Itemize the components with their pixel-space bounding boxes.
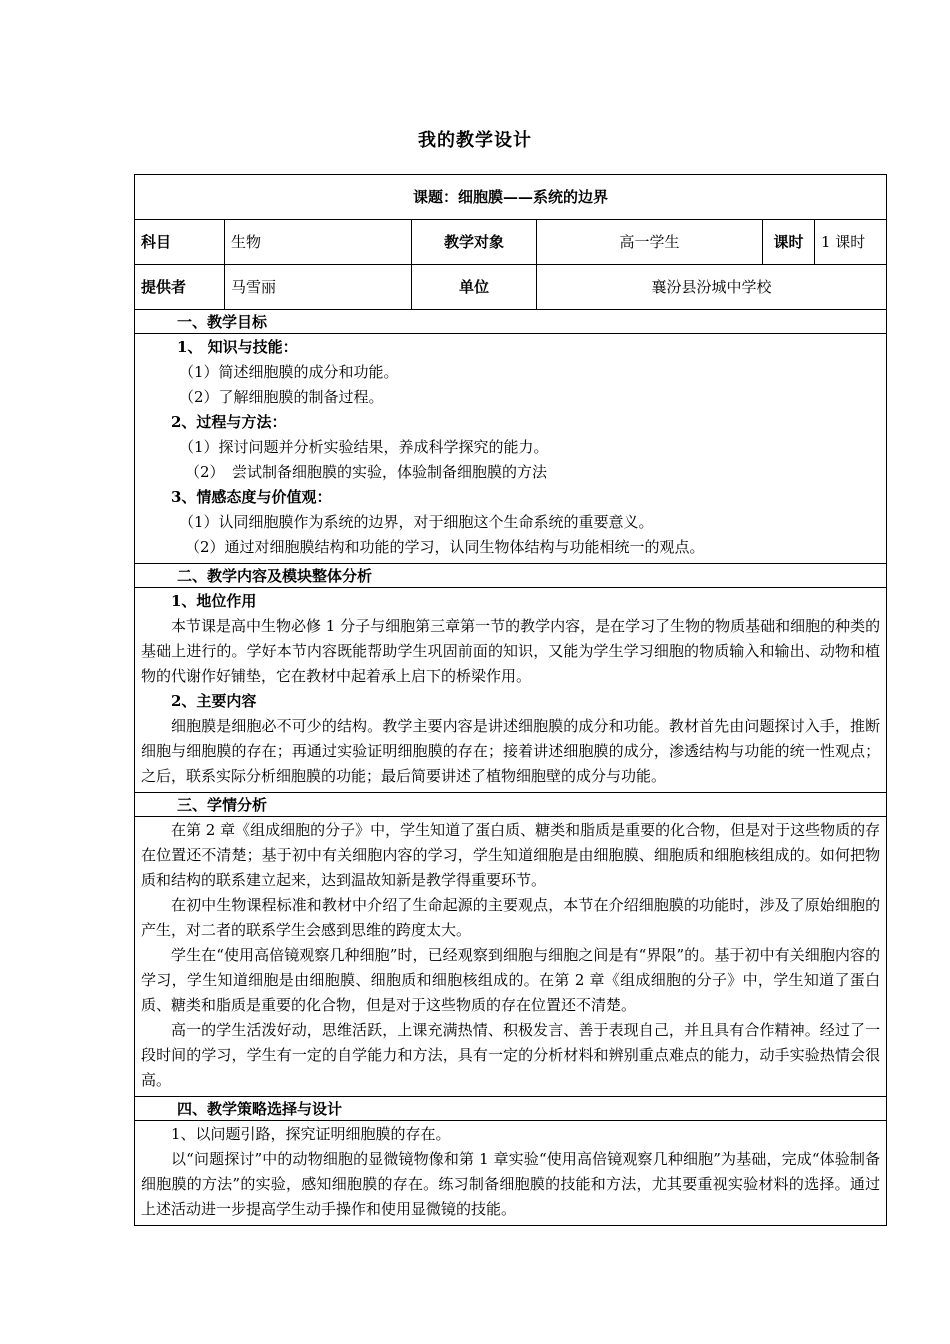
section-analysis-body: [135, 817, 887, 1097]
analysis-paragraph-2: 在初中生物课程标准和教材中介绍了生命起源的主要观点，本节在介绍细胞膜的功能时，涉及了原始细胞的产生，对二者的联系学生会感到思维的跨度太大。: [141, 896, 881, 939]
analysis-paragraph-4: 高一的学生活泼好动，思维活跃，上课充满热情、积极发言、善于表现自己，并且具有合作精神。经过了一段时间的学习，学生有一定的自学能力和方法，具有一定的分析材料和辨别重点难点的能力，动手实验热情会很高。: [141, 1021, 881, 1089]
process-item-1: （1）探讨问题并分析实验结果，养成科学探究的能力。: [179, 438, 549, 456]
hours-value: 1 课时: [815, 220, 887, 265]
section-strategy-heading: 四、教学策略选择与设计: [135, 1097, 887, 1121]
unit-value: 襄汾县汾城中学校: [537, 265, 887, 310]
knowledge-item-2: （2）了解细胞膜的制备过程。: [179, 388, 384, 406]
emotion-item-1: （1）认同细胞膜作为系统的边界，对于细胞这个生命系统的重要意义。: [179, 513, 654, 531]
section-analysis-heading: 三、学情分析: [135, 793, 887, 817]
knowledge-item-1: （1）简述细胞膜的成分和功能。: [179, 363, 399, 381]
section-goals-body: [135, 334, 887, 564]
unit-label: 单位: [412, 265, 537, 310]
section-content-body: [135, 588, 887, 793]
strategy-item-1: 1、以问题引路，探究证明细胞膜的存在。: [171, 1125, 451, 1143]
analysis-paragraph-3: 学生在“使用高倍镜观察几种细胞”时，已经观察到细胞与细胞之间是有“界限”的。基于初中有关细胞内容的学习，学生知道细胞是由细胞膜、细胞质和细胞核组成的。在第 2 章《组成细胞的分子》中，学生知道了蛋白质、糖类和脂质是重要的化合物，但是对于这些物质的存在位置还不清楚。: [141, 946, 881, 1014]
lesson-plan-table: [134, 174, 887, 1226]
position-text: 本节课是高中生物必修 1 分子与细胞第三章第一节的教学内容，是在学习了生物的物质基础和细胞的种类的基础上进行的。学好本节内容既能帮助学生巩固前面的知识，又能为学生学习细胞的物质输入和输出、动物和植物的代谢作好铺垫，它在教材中起着承上启下的桥梁作用。: [141, 617, 881, 685]
hours-label: 课时: [763, 220, 815, 265]
analysis-paragraph-1: 在第 2 章《组成细胞的分子》中，学生知道了蛋白质、糖类和脂质是重要的化合物，但是对于这些物质的存在位置还不清楚；基于初中有关细胞内容的学习，学生知道细胞是由细胞膜、细胞质和细胞核组成的。如何把物质和结构的联系建立起来，达到温故知新是教学得重要环节。: [141, 821, 881, 889]
audience-value: 高一学生: [537, 220, 763, 265]
knowledge-title: 1、 知识与技能：: [177, 338, 298, 356]
section-strategy-body: [135, 1121, 887, 1226]
section-content-heading: 二、教学内容及模块整体分析: [135, 564, 887, 588]
subject-label: 科目: [135, 220, 225, 265]
lesson-topic: 课题：细胞膜——系统的边界: [135, 175, 887, 220]
process-title: 2、过程与方法：: [171, 413, 287, 431]
main-content-text: 细胞膜是细胞必不可少的结构。教学主要内容是讲述细胞膜的成分和功能。教材首先由问题探讨入手，推断细胞与细胞膜的存在；再通过实验证明细胞膜的存在；接着讲述细胞膜的成分，渗透结构与功能的统一性观点；之后，联系实际分析细胞膜的功能；最后简要讲述了植物细胞壁的成分与功能。: [141, 717, 881, 785]
audience-label: 教学对象: [412, 220, 537, 265]
provider-value: 马雪丽: [225, 265, 412, 310]
provider-label: 提供者: [135, 265, 225, 310]
emotion-item-2: （2）通过对细胞膜结构和功能的学习，认同生物体结构与功能相统一的观点。: [185, 538, 705, 556]
strategy-item-1-text: 以“问题探讨”中的动物细胞的显微镜物像和第 1 章实验“使用高倍镜观察几种细胞”为基础，完成“体验制备细胞膜的方法”的实验，感知细胞膜的存在。练习制备细胞膜的技能和方法，尤其要重视实验材料的选择。通过上述活动进一步提高学生动手操作和使用显微镜的技能。: [141, 1150, 881, 1218]
page-title: 我的教学设计: [418, 130, 532, 151]
section-goals-heading: 一、教学目标: [135, 310, 887, 334]
main-content-title: 2、主要内容: [171, 692, 257, 710]
position-title: 1、地位作用: [171, 592, 257, 610]
emotion-title: 3、情感态度与价值观：: [171, 488, 332, 506]
subject-value: 生物: [225, 220, 412, 265]
process-item-2: （2） 尝试制备细胞膜的实验，体验制备细胞膜的方法: [185, 463, 548, 481]
